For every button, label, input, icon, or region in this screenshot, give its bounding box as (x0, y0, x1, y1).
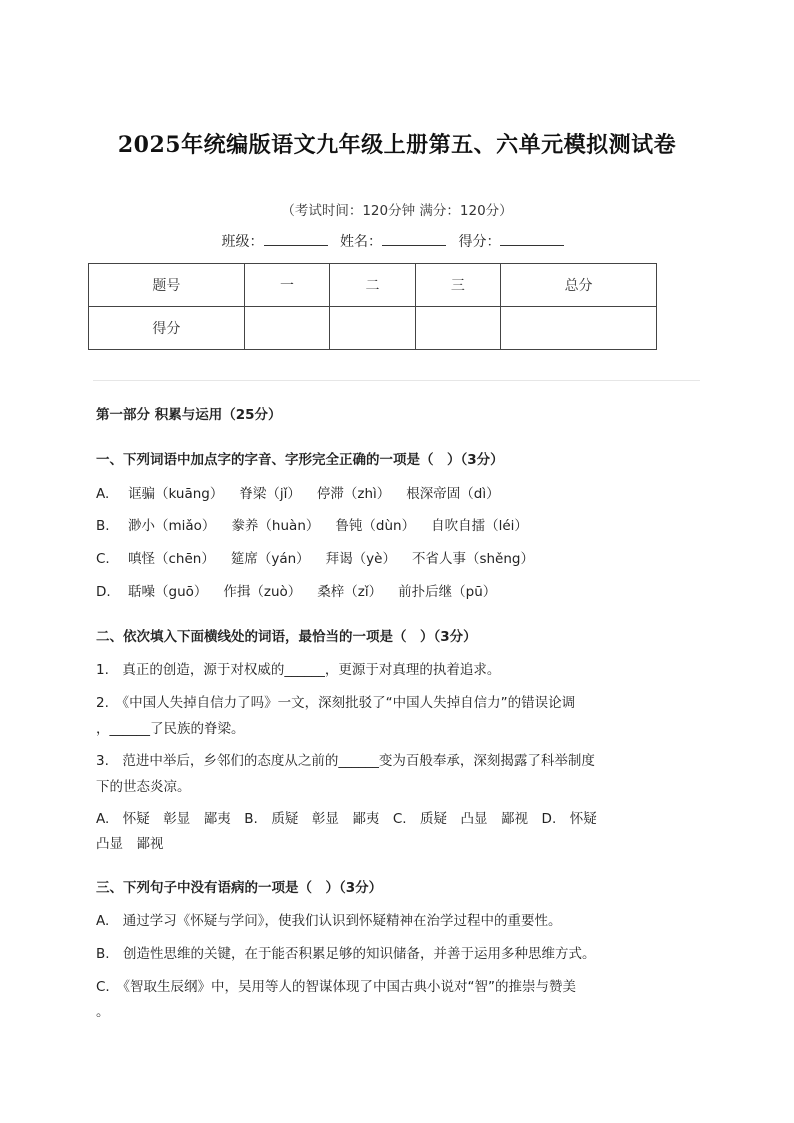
q2-sentence-1: 1. 真正的创造，源于对权威的______，更源于对真理的执着追求。 (96, 662, 501, 678)
q2-sentence-3-line-2: 下的世态炎凉。 (96, 779, 191, 795)
score-table (88, 263, 657, 350)
option-label: D. (96, 584, 111, 600)
q1-stem: 一、下列词语中加点字的字音、字形完全正确的一项是（ ）（3分） (96, 452, 504, 468)
header-cell-question: 题号 (89, 264, 245, 307)
class-blank[interactable] (264, 231, 328, 246)
section-divider (93, 380, 700, 381)
q2-answers-line-1: A. 怀疑 彰显 鄙夷 B. 质疑 彰显 鄙夷 C. 质疑 凸显 鄙视 D. 怀疑 (96, 811, 597, 827)
q1-option-c (96, 547, 550, 567)
option-word: 根深帝固（dì） (406, 486, 500, 502)
header-cell-2: 二 (330, 264, 415, 307)
page-title: 2025年统编版语文九年级上册第五、六单元模拟测试卷 (117, 132, 677, 158)
option-word: 作揖（zuò） (223, 584, 302, 600)
score-row-label: 得分 (89, 307, 245, 350)
option-word: 诓骗（kuāng） (128, 486, 224, 502)
q3-option-a: A. 通过学习《怀疑与学问》，使我们认识到怀疑精神在治学过程中的重要性。 (96, 913, 562, 929)
score-label: 得分： (458, 234, 501, 250)
q2-sentence-2-line-1: 2. 《中国人失掉自信力了吗》一文，深刻批驳了“中国人失掉自信力”的错误论调 (96, 695, 576, 711)
q3-stem: 三、下列句子中没有语病的一项是（ ）（3分） (96, 880, 383, 896)
q1-option-a (96, 482, 516, 502)
option-word: 豢养（huàn） (231, 518, 320, 534)
option-word: 桑梓（zǐ） (317, 584, 383, 600)
name-blank[interactable] (382, 231, 446, 246)
q1-option-d (96, 580, 512, 600)
score-blank[interactable] (500, 231, 564, 246)
header-cell-3: 三 (415, 264, 500, 307)
q2-sentence-3-line-1: 3. 范进中举后，乡邻们的态度从之前的______变为百般奉承，深刻揭露了科举制度 (96, 753, 595, 769)
option-word: 停滞（zhì） (316, 486, 391, 502)
part1-heading: 第一部分 积累与运用（25分） (96, 407, 282, 423)
score-cell-3[interactable] (415, 307, 500, 350)
option-word: 拜谒（yè） (325, 551, 396, 567)
exam-info: （考试时间：120分钟 满分：120分） (281, 203, 513, 219)
q1-option-b (96, 514, 544, 534)
option-word: 嗔怪（chēn） (128, 551, 215, 567)
class-label: 班级： (221, 234, 264, 250)
option-label: A. (96, 486, 110, 502)
option-label: C. (96, 551, 110, 567)
option-word: 筵席（yán） (230, 551, 310, 567)
q3-option-b: B. 创造性思维的关键，在于能否积累足够的知识储备，并善于运用多种思维方式。 (96, 946, 596, 962)
option-word: 自吹自擂（léi） (431, 518, 528, 534)
score-table-score-row (89, 307, 657, 350)
name-label: 姓名： (340, 234, 382, 250)
q3-option-c-line-1: C. 《智取生辰纲》中，吴用等人的智谋体现了中国古典小说对“智”的推崇与赞美 (96, 979, 576, 995)
score-cell-1[interactable] (244, 307, 329, 350)
option-word: 脊梁（jǐ） (239, 486, 301, 502)
option-word: 不省人事（shěng） (411, 551, 534, 567)
option-word: 前扑后继（pū） (398, 584, 497, 600)
q2-sentence-2-line-2: ，______了民族的脊梁。 (96, 721, 245, 737)
q2-answers-line-2: 凸显 鄙视 (96, 836, 164, 852)
student-info-fields (0, 231, 794, 251)
option-word: 鲁钝（dùn） (335, 518, 416, 534)
option-label: B. (96, 518, 110, 534)
score-table-header-row (89, 264, 657, 307)
header-cell-1: 一 (244, 264, 329, 307)
score-cell-2[interactable] (330, 307, 415, 350)
option-word: 渺小（miǎo） (128, 518, 216, 534)
score-cell-total[interactable] (501, 307, 657, 350)
q3-option-c-line-2: 。 (96, 1004, 110, 1020)
q2-stem: 二、依次填入下面横线处的词语，最恰当的一项是（ ）（3分） (96, 629, 477, 645)
header-cell-total: 总分 (501, 264, 657, 307)
option-word: 聒噪（guō） (128, 584, 208, 600)
